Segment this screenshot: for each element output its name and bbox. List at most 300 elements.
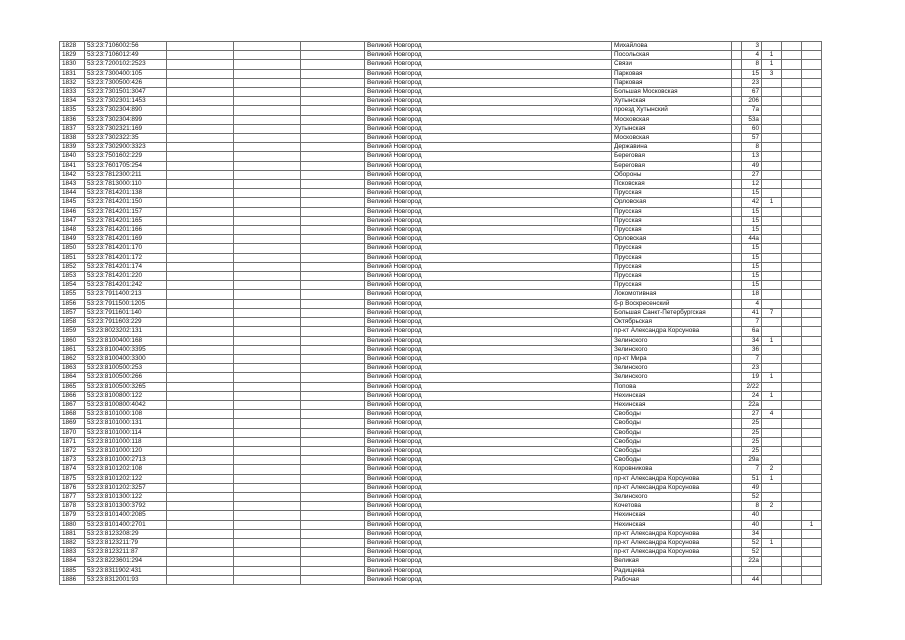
count-c-cell — [802, 253, 822, 262]
count-b-cell — [782, 170, 802, 179]
count-b-cell — [782, 290, 802, 299]
table-row — [60, 216, 822, 225]
table-row — [60, 538, 822, 547]
empty-cell — [301, 262, 365, 271]
empty-cell — [167, 189, 234, 198]
empty-cell — [301, 364, 365, 373]
street-cell: Прусская — [612, 189, 732, 198]
count-b-cell — [782, 327, 802, 336]
empty-cell — [301, 456, 365, 465]
empty-cell — [167, 51, 234, 60]
house-cell: 19 — [742, 373, 762, 382]
cadastral-number: 53:23:7300400:105 — [85, 69, 167, 78]
empty-cell — [301, 134, 365, 143]
row-number: 1864 — [60, 373, 85, 382]
table-row — [60, 474, 822, 483]
row-number: 1833 — [60, 88, 85, 97]
empty-cell — [732, 180, 742, 189]
empty-cell — [234, 502, 301, 511]
empty-cell — [167, 364, 234, 373]
row-number: 1847 — [60, 216, 85, 225]
count-b-cell — [782, 428, 802, 437]
cadastral-number: 53:23:8101000:120 — [85, 446, 167, 455]
empty-cell — [167, 492, 234, 501]
empty-cell — [301, 336, 365, 345]
count-b-cell — [782, 281, 802, 290]
cadastral-number: 53:23:8101000:114 — [85, 428, 167, 437]
empty-cell — [732, 78, 742, 87]
cadastral-number: 53:23:8023202:131 — [85, 327, 167, 336]
count-a-cell — [762, 226, 782, 235]
count-a-cell — [762, 161, 782, 170]
empty-cell — [732, 410, 742, 419]
empty-cell — [732, 446, 742, 455]
row-number: 1886 — [60, 575, 85, 584]
empty-cell — [234, 538, 301, 547]
house-cell: 36 — [742, 345, 762, 354]
empty-cell — [732, 143, 742, 152]
count-b-cell — [782, 538, 802, 547]
count-c-cell — [802, 382, 822, 391]
house-cell: 27 — [742, 170, 762, 179]
empty-cell — [167, 78, 234, 87]
empty-cell — [301, 272, 365, 281]
count-c-cell — [802, 189, 822, 198]
empty-cell — [732, 566, 742, 575]
empty-cell — [301, 511, 365, 520]
street-cell: пр-кт Александра Корсунова — [612, 327, 732, 336]
empty-cell — [301, 538, 365, 547]
count-c-cell — [802, 235, 822, 244]
empty-cell — [234, 152, 301, 161]
row-number: 1866 — [60, 391, 85, 400]
empty-cell — [234, 575, 301, 584]
empty-cell — [732, 198, 742, 207]
count-b-cell — [782, 216, 802, 225]
table-row — [60, 272, 822, 281]
empty-cell — [234, 318, 301, 327]
city-cell: Великий Новгород — [365, 327, 612, 336]
city-cell: Великий Новгород — [365, 180, 612, 189]
empty-cell — [732, 60, 742, 69]
count-b-cell — [782, 272, 802, 281]
cadastral-number: 53:23:8100400:168 — [85, 336, 167, 345]
row-number: 1845 — [60, 198, 85, 207]
cadastral-number: 53:23:7814201:220 — [85, 272, 167, 281]
count-c-cell — [802, 511, 822, 520]
registry-sheet — [59, 41, 821, 585]
empty-cell — [167, 548, 234, 557]
empty-cell — [732, 502, 742, 511]
count-a-cell — [762, 180, 782, 189]
empty-cell — [234, 373, 301, 382]
empty-cell — [167, 97, 234, 106]
cadastral-number: 53:23:8123211:87 — [85, 548, 167, 557]
count-a-cell — [762, 106, 782, 115]
table-row — [60, 152, 822, 161]
row-number: 1878 — [60, 502, 85, 511]
empty-cell — [234, 253, 301, 262]
cadastral-number: 53:23:8100500:253 — [85, 364, 167, 373]
empty-cell — [301, 226, 365, 235]
city-cell: Великий Новгород — [365, 281, 612, 290]
count-a-cell: 1 — [762, 538, 782, 547]
count-c-cell — [802, 557, 822, 566]
count-c-cell — [802, 134, 822, 143]
count-a-cell — [762, 42, 782, 51]
table-row — [60, 180, 822, 189]
row-number: 1854 — [60, 281, 85, 290]
empty-cell — [234, 382, 301, 391]
house-cell: 52 — [742, 492, 762, 501]
city-cell: Великий Новгород — [365, 207, 612, 216]
empty-cell — [732, 336, 742, 345]
street-cell: проезд Хутынский — [612, 106, 732, 115]
city-cell: Великий Новгород — [365, 78, 612, 87]
count-c-cell — [802, 492, 822, 501]
city-cell: Великий Новгород — [365, 253, 612, 262]
city-cell: Великий Новгород — [365, 538, 612, 547]
empty-cell — [167, 566, 234, 575]
count-c-cell — [802, 419, 822, 428]
empty-cell — [301, 244, 365, 253]
cadastral-number: 53:23:7302304:890 — [85, 106, 167, 115]
row-number: 1831 — [60, 69, 85, 78]
count-b-cell — [782, 134, 802, 143]
table-row — [60, 492, 822, 501]
empty-cell — [732, 189, 742, 198]
cadastral-number: 53:23:7814201:138 — [85, 189, 167, 198]
table-row — [60, 124, 822, 133]
empty-cell — [732, 483, 742, 492]
cadastral-number: 53:23:8123208:29 — [85, 529, 167, 538]
table-row — [60, 88, 822, 97]
street-cell: б-р Воскресенский — [612, 299, 732, 308]
empty-cell — [234, 198, 301, 207]
count-b-cell — [782, 511, 802, 520]
house-cell: 206 — [742, 97, 762, 106]
street-cell: Радищева — [612, 566, 732, 575]
row-number: 1849 — [60, 235, 85, 244]
empty-cell — [167, 373, 234, 382]
count-a-cell — [762, 189, 782, 198]
row-number: 1882 — [60, 538, 85, 547]
table-row — [60, 78, 822, 87]
house-cell: 15 — [742, 216, 762, 225]
row-number: 1859 — [60, 327, 85, 336]
count-c-cell — [802, 106, 822, 115]
house-cell: 4 — [742, 51, 762, 60]
row-number: 1832 — [60, 78, 85, 87]
empty-cell — [167, 538, 234, 547]
empty-cell — [167, 437, 234, 446]
count-b-cell — [782, 253, 802, 262]
count-a-cell — [762, 511, 782, 520]
empty-cell — [732, 42, 742, 51]
count-a-cell — [762, 566, 782, 575]
cadastral-number: 53:23:7200102:2523 — [85, 60, 167, 69]
empty-cell — [732, 272, 742, 281]
street-cell: Парковая — [612, 69, 732, 78]
count-c-cell — [802, 207, 822, 216]
empty-cell — [167, 465, 234, 474]
street-cell: Зелинского — [612, 345, 732, 354]
empty-cell — [732, 115, 742, 124]
empty-cell — [234, 483, 301, 492]
cadastral-number: 53:23:8100500:266 — [85, 373, 167, 382]
count-b-cell — [782, 529, 802, 538]
city-cell: Великий Новгород — [365, 336, 612, 345]
house-cell: 24 — [742, 391, 762, 400]
empty-cell — [732, 235, 742, 244]
city-cell: Великий Новгород — [365, 244, 612, 253]
street-cell: Большая Санкт-Петербургская — [612, 308, 732, 317]
empty-cell — [301, 345, 365, 354]
city-cell: Великий Новгород — [365, 97, 612, 106]
city-cell: Великий Новгород — [365, 364, 612, 373]
count-c-cell — [802, 373, 822, 382]
table-row — [60, 575, 822, 584]
count-a-cell — [762, 253, 782, 262]
empty-cell — [301, 170, 365, 179]
house-cell: 15 — [742, 281, 762, 290]
empty-cell — [301, 78, 365, 87]
city-cell: Великий Новгород — [365, 51, 612, 60]
empty-cell — [167, 253, 234, 262]
house-cell: 15 — [742, 262, 762, 271]
house-cell: 7 — [742, 318, 762, 327]
empty-cell — [301, 520, 365, 529]
empty-cell — [167, 575, 234, 584]
row-number: 1843 — [60, 180, 85, 189]
street-cell: Зелинского — [612, 364, 732, 373]
count-b-cell — [782, 124, 802, 133]
cadastral-number: 53:23:7814201:150 — [85, 198, 167, 207]
row-number: 1853 — [60, 272, 85, 281]
empty-cell — [167, 272, 234, 281]
street-cell: Попова — [612, 382, 732, 391]
count-b-cell — [782, 97, 802, 106]
row-number: 1856 — [60, 299, 85, 308]
count-a-cell — [762, 78, 782, 87]
street-cell: Большая Московская — [612, 88, 732, 97]
empty-cell — [301, 437, 365, 446]
empty-cell — [301, 161, 365, 170]
count-b-cell — [782, 557, 802, 566]
count-b-cell — [782, 51, 802, 60]
empty-cell — [732, 124, 742, 133]
count-a-cell — [762, 364, 782, 373]
empty-cell — [732, 170, 742, 179]
empty-cell — [732, 400, 742, 409]
count-c-cell — [802, 152, 822, 161]
street-cell: Хутынская — [612, 97, 732, 106]
count-c-cell — [802, 336, 822, 345]
row-number: 1844 — [60, 189, 85, 198]
count-a-cell — [762, 492, 782, 501]
house-cell: 7а — [742, 106, 762, 115]
count-a-cell — [762, 124, 782, 133]
table-row — [60, 391, 822, 400]
empty-cell — [301, 400, 365, 409]
count-c-cell — [802, 272, 822, 281]
empty-cell — [234, 548, 301, 557]
empty-cell — [234, 115, 301, 124]
count-b-cell — [782, 492, 802, 501]
row-number: 1846 — [60, 207, 85, 216]
empty-cell — [732, 318, 742, 327]
cadastral-number: 53:23:8223601:294 — [85, 557, 167, 566]
count-c-cell — [802, 538, 822, 547]
empty-cell — [234, 124, 301, 133]
house-cell: 57 — [742, 134, 762, 143]
count-b-cell — [782, 143, 802, 152]
count-c-cell — [802, 226, 822, 235]
count-b-cell — [782, 318, 802, 327]
count-c-cell — [802, 318, 822, 327]
row-number: 1851 — [60, 253, 85, 262]
count-b-cell — [782, 161, 802, 170]
empty-cell — [167, 226, 234, 235]
house-cell: 25 — [742, 437, 762, 446]
empty-cell — [732, 520, 742, 529]
table-row — [60, 548, 822, 557]
count-a-cell — [762, 548, 782, 557]
count-a-cell: 1 — [762, 391, 782, 400]
city-cell: Великий Новгород — [365, 520, 612, 529]
empty-cell — [301, 60, 365, 69]
empty-cell — [732, 373, 742, 382]
empty-cell — [167, 446, 234, 455]
count-c-cell — [802, 474, 822, 483]
house-cell: 42 — [742, 198, 762, 207]
city-cell: Великий Новгород — [365, 290, 612, 299]
cadastral-number: 53:23:7814201:172 — [85, 253, 167, 262]
count-c-cell — [802, 60, 822, 69]
count-c-cell — [802, 345, 822, 354]
table-row — [60, 106, 822, 115]
empty-cell — [167, 529, 234, 538]
empty-cell — [301, 419, 365, 428]
empty-cell — [301, 391, 365, 400]
row-number: 1857 — [60, 308, 85, 317]
count-c-cell — [802, 290, 822, 299]
city-cell: Великий Новгород — [365, 152, 612, 161]
count-c-cell — [802, 566, 822, 575]
house-cell: 49 — [742, 161, 762, 170]
empty-cell — [301, 557, 365, 566]
empty-cell — [732, 290, 742, 299]
cadastral-number: 53:23:8100800:122 — [85, 391, 167, 400]
row-number: 1835 — [60, 106, 85, 115]
cadastral-number: 53:23:8311902:431 — [85, 566, 167, 575]
house-cell: 23 — [742, 78, 762, 87]
empty-cell — [301, 492, 365, 501]
cadastral-number: 53:23:8101300:122 — [85, 492, 167, 501]
empty-cell — [234, 216, 301, 225]
empty-cell — [167, 216, 234, 225]
house-cell: 51 — [742, 474, 762, 483]
empty-cell — [301, 97, 365, 106]
empty-cell — [234, 189, 301, 198]
cadastral-number: 53:23:8100500:3265 — [85, 382, 167, 391]
house-cell: 6а — [742, 327, 762, 336]
house-cell: 8 — [742, 502, 762, 511]
count-a-cell — [762, 483, 782, 492]
empty-cell — [732, 529, 742, 538]
empty-cell — [167, 180, 234, 189]
row-number: 1879 — [60, 511, 85, 520]
street-cell: Прусская — [612, 281, 732, 290]
city-cell: Великий Новгород — [365, 308, 612, 317]
empty-cell — [301, 180, 365, 189]
table-row — [60, 69, 822, 78]
empty-cell — [234, 207, 301, 216]
house-cell: 53а — [742, 115, 762, 124]
count-b-cell — [782, 308, 802, 317]
cadastral-number: 53:23:7814201:165 — [85, 216, 167, 225]
city-cell: Великий Новгород — [365, 428, 612, 437]
empty-cell — [732, 327, 742, 336]
house-cell: 15 — [742, 207, 762, 216]
empty-cell — [167, 299, 234, 308]
count-c-cell — [802, 529, 822, 538]
row-number: 1838 — [60, 134, 85, 143]
row-number: 1872 — [60, 446, 85, 455]
city-cell: Великий Новгород — [365, 226, 612, 235]
count-a-cell — [762, 152, 782, 161]
street-cell: Державина — [612, 143, 732, 152]
row-number: 1828 — [60, 42, 85, 51]
cadastral-number: 53:23:7814201:166 — [85, 226, 167, 235]
empty-cell — [167, 106, 234, 115]
empty-cell — [234, 97, 301, 106]
count-a-cell — [762, 272, 782, 281]
street-cell: Свободы — [612, 437, 732, 446]
empty-cell — [167, 88, 234, 97]
count-b-cell — [782, 235, 802, 244]
house-cell: 2/22 — [742, 382, 762, 391]
house-cell: 34 — [742, 529, 762, 538]
cadastral-number: 53:23:8101000:108 — [85, 410, 167, 419]
city-cell: Великий Новгород — [365, 446, 612, 455]
count-c-cell — [802, 69, 822, 78]
empty-cell — [732, 474, 742, 483]
cadastral-number: 53:23:7911601:140 — [85, 308, 167, 317]
count-c-cell — [802, 354, 822, 363]
count-a-cell — [762, 428, 782, 437]
empty-cell — [234, 60, 301, 69]
empty-cell — [167, 244, 234, 253]
empty-cell — [732, 51, 742, 60]
table-row — [60, 327, 822, 336]
street-cell: Прусская — [612, 226, 732, 235]
house-cell: 27 — [742, 410, 762, 419]
empty-cell — [234, 364, 301, 373]
empty-cell — [167, 483, 234, 492]
street-cell: Кочетова — [612, 502, 732, 511]
count-b-cell — [782, 88, 802, 97]
empty-cell — [234, 400, 301, 409]
count-c-cell — [802, 437, 822, 446]
row-number: 1867 — [60, 400, 85, 409]
row-number: 1860 — [60, 336, 85, 345]
empty-cell — [732, 557, 742, 566]
empty-cell — [301, 465, 365, 474]
city-cell: Великий Новгород — [365, 400, 612, 409]
house-cell: 7 — [742, 354, 762, 363]
cadastral-number: 53:23:7812300:211 — [85, 170, 167, 179]
